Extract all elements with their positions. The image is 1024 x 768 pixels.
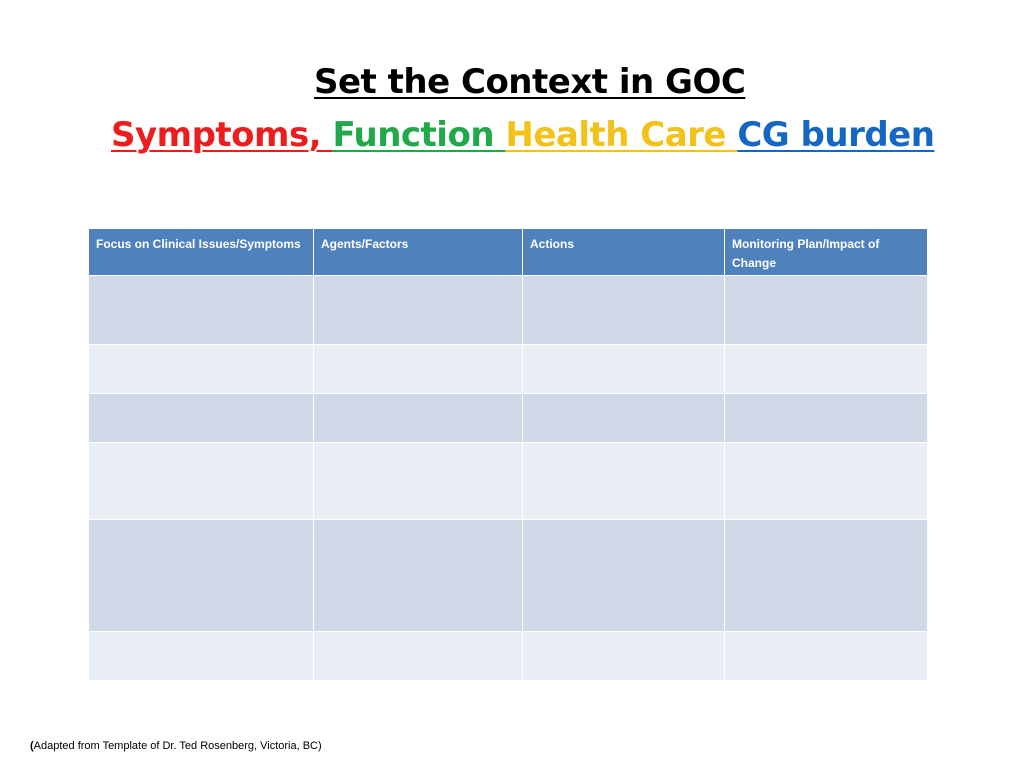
slide-title: Set the Context in GOC xyxy=(314,62,746,102)
table-cell[interactable] xyxy=(89,443,314,520)
table-cell[interactable] xyxy=(725,443,928,520)
table-cell[interactable] xyxy=(523,345,725,394)
table-cell[interactable] xyxy=(725,394,928,443)
subtitle-function: Function xyxy=(332,115,506,155)
table-row xyxy=(89,632,928,681)
table-cell[interactable] xyxy=(314,394,523,443)
table-cell[interactable] xyxy=(89,276,314,345)
footnote-paren: ( xyxy=(30,740,34,752)
table-cell[interactable] xyxy=(314,632,523,681)
table-cell[interactable] xyxy=(523,632,725,681)
table-cell[interactable] xyxy=(314,520,523,632)
table-cell[interactable] xyxy=(523,394,725,443)
table-cell[interactable] xyxy=(89,520,314,632)
subtitle-symptoms: Symptoms, xyxy=(111,115,333,155)
table-cell[interactable] xyxy=(314,345,523,394)
subtitle-health-care: Health Care xyxy=(505,115,738,155)
table-cell[interactable] xyxy=(314,443,523,520)
goc-context-table xyxy=(88,228,928,681)
table-row xyxy=(89,345,928,394)
table-cell[interactable] xyxy=(523,276,725,345)
header-focus-clinical-issues: Focus on Clinical Issues/Symptoms xyxy=(89,229,314,276)
footnote-text: Adapted from Template of Dr. Ted Rosenberg, Victoria, BC) xyxy=(33,740,322,752)
table-header-row xyxy=(89,229,928,276)
table-row xyxy=(89,276,928,345)
slide-subtitle xyxy=(111,115,934,155)
header-agents-factors: Agents/Factors xyxy=(314,229,523,276)
table-cell[interactable] xyxy=(89,394,314,443)
header-actions: Actions xyxy=(523,229,725,276)
table-cell[interactable] xyxy=(523,520,725,632)
table-cell[interactable] xyxy=(725,520,928,632)
table-row xyxy=(89,443,928,520)
table-cell[interactable] xyxy=(725,345,928,394)
table-cell[interactable] xyxy=(89,632,314,681)
table-cell[interactable] xyxy=(89,345,314,394)
footnote-attribution xyxy=(30,740,322,752)
subtitle-cg-burden: CG burden xyxy=(737,115,935,155)
table-row xyxy=(89,394,928,443)
table-cell[interactable] xyxy=(725,276,928,345)
header-monitoring-plan: Monitoring Plan/Impact of Change xyxy=(725,229,928,276)
table-row xyxy=(89,520,928,632)
table-cell[interactable] xyxy=(314,276,523,345)
table-cell[interactable] xyxy=(725,632,928,681)
table-cell[interactable] xyxy=(523,443,725,520)
